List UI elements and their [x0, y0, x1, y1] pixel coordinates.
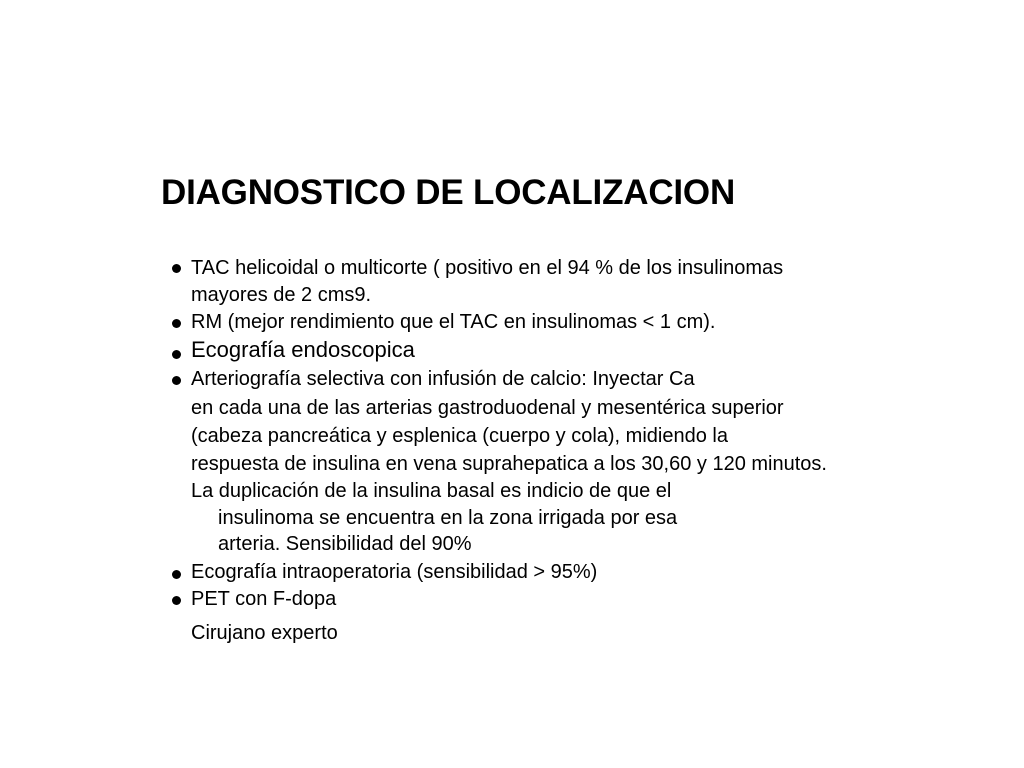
bullet-icon: [172, 570, 181, 579]
bullet-text-arteriografia-cont-6: arteria. Sensibilidad del 90%: [218, 533, 472, 555]
slide-title: DIAGNOSTICO DE LOCALIZACION: [161, 173, 736, 212]
bullet-text-arteriografia-cont-2: (cabeza pancreática y esplenica (cuerpo y cola), midiendo la: [191, 425, 728, 447]
bullet-icon: [172, 264, 181, 273]
bullet-text-arteriografia-cont-1: en cada una de las arterias gastroduodenal y mesentérica superior: [191, 397, 784, 419]
bullet-text-arteriografia-cont-5: insulinoma se encuentra en la zona irrigada por esa: [218, 507, 678, 529]
bullet-icon: [172, 596, 181, 605]
bullet-icon: [172, 319, 181, 328]
bullet-text-arteriografia-cont-4: La duplicación de la insulina basal es indicio de que el: [191, 480, 672, 502]
bullet-text-pet: PET con F-dopa: [191, 588, 337, 610]
bullet-text-arteriografia: Arteriografía selectiva con infusión de calcio: Inyectar Ca: [191, 368, 695, 390]
bullet-icon: [172, 350, 181, 359]
bullet-text-tac: TAC helicoidal o multicorte ( positivo en el 94 % de los insulinomas: [191, 257, 784, 279]
text-cirujano-experto: Cirujano experto: [191, 622, 338, 644]
bullet-icon: [172, 376, 181, 385]
bullet-text-arteriografia-cont-3: respuesta de insulina en vena suprahepatica a los 30,60 y 120 minutos.: [191, 453, 827, 475]
bullet-text-rm: RM (mejor rendimiento que el TAC en insulinomas < 1 cm).: [191, 311, 716, 333]
bullet-text-tac-cont: mayores de 2 cms9.: [191, 284, 372, 306]
bullet-text-ecografia-endoscopica: Ecografía endoscopica: [191, 337, 415, 362]
bullet-text-ecografia-intraoperatoria: Ecografía intraoperatoria (sensibilidad > 95%): [191, 561, 598, 583]
